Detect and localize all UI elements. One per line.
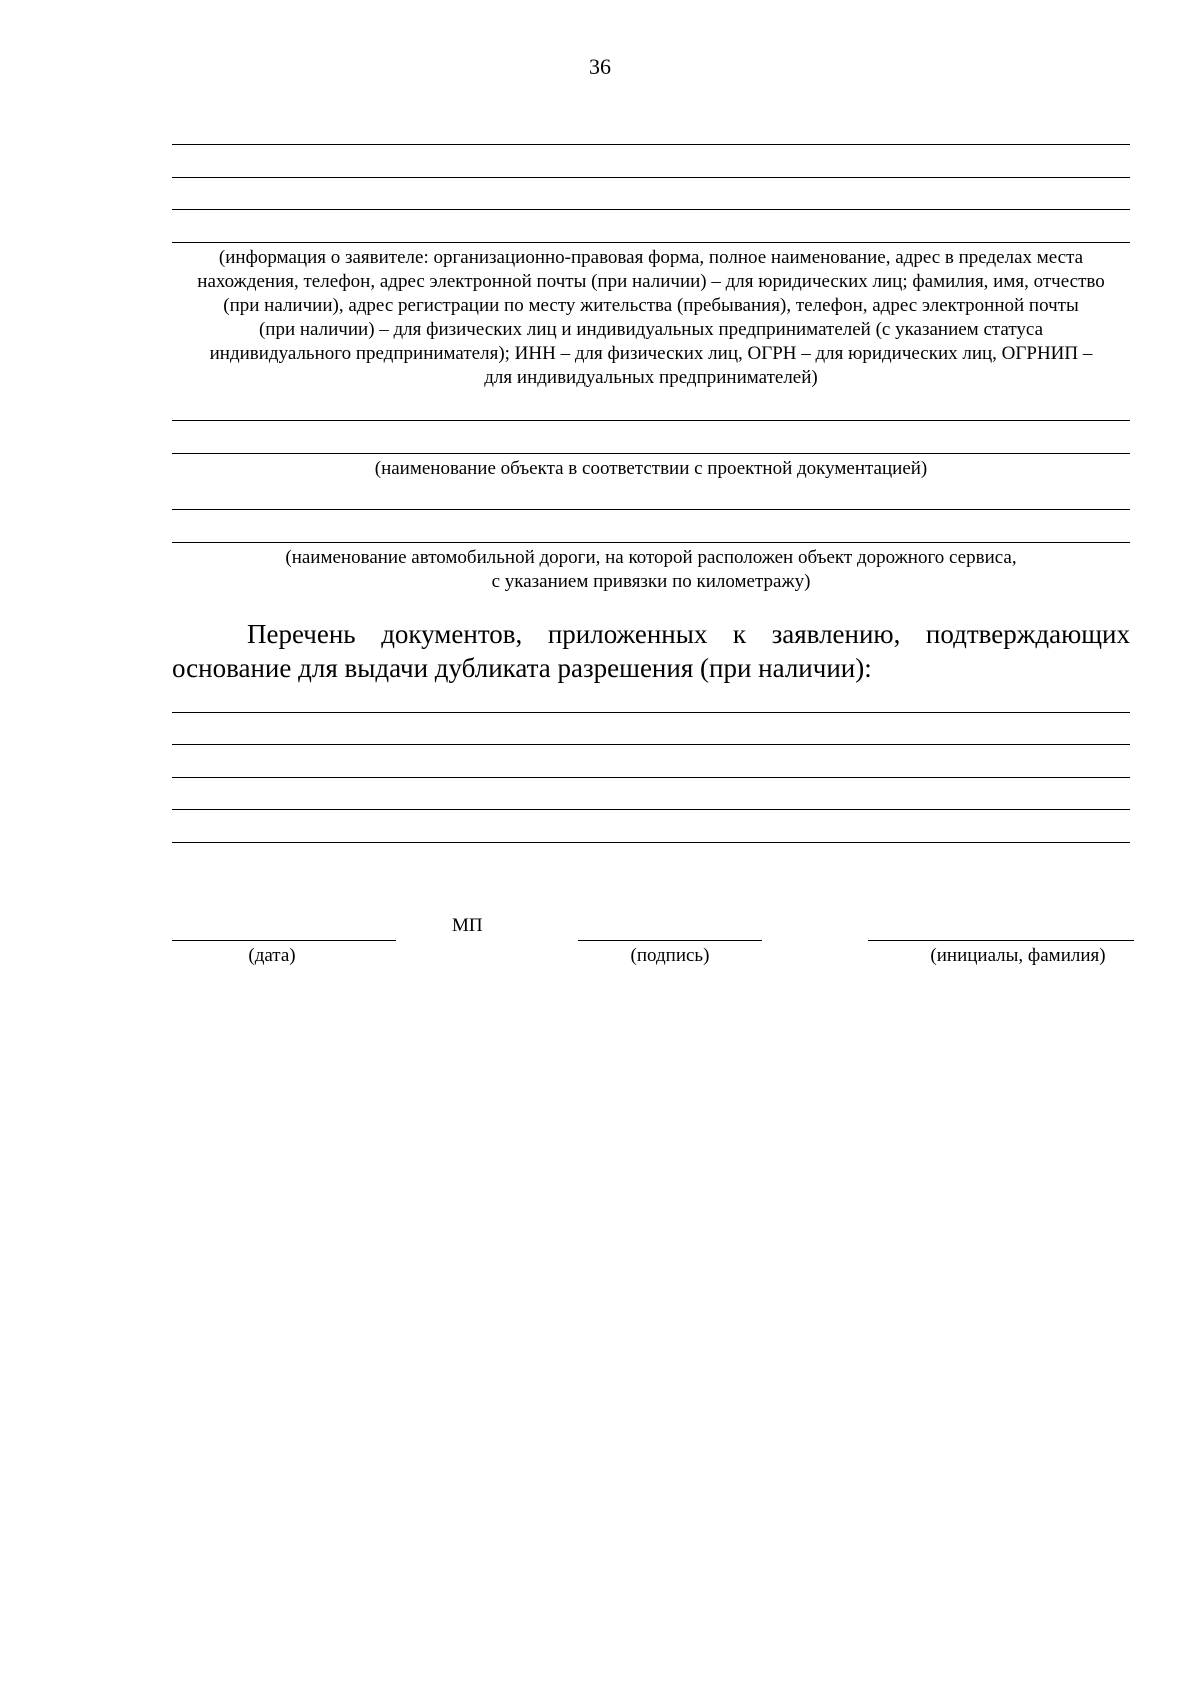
applicant-caption-line: (при наличии) – для физических лиц и индивидуальных предпринимателей (с указанием статуса — [258, 319, 1044, 340]
road-line-1 — [172, 509, 1130, 510]
road-caption-line: с указанием привязки по километражу) — [491, 571, 811, 592]
road-caption — [172, 546, 1130, 594]
signature-label: (подпись) — [630, 945, 710, 966]
date-line — [172, 940, 396, 941]
documents-heading-line-2: основание для выдачи дубликата разрешения (при наличии): — [172, 653, 872, 683]
applicant-line-4 — [172, 242, 1130, 243]
page-number: 36 — [589, 54, 611, 79]
object-caption-text: (наименование объекта в соответствии с проектной документацией) — [374, 458, 928, 479]
object-line-1 — [172, 420, 1130, 421]
documents-heading-line-1: Перечень документов, приложенных к заявлению, подтверждающих — [247, 619, 1130, 649]
applicant-caption — [172, 246, 1130, 390]
documents-heading — [172, 617, 1130, 685]
documents-line-2 — [172, 744, 1130, 745]
documents-line-1 — [172, 712, 1130, 713]
road-line-2 — [172, 542, 1130, 543]
documents-line-4 — [172, 809, 1130, 810]
applicant-caption-line: (при наличии), адрес регистрации по месту жительства (пребывания), телефон, адрес электронной почты — [223, 295, 1079, 316]
applicant-caption-line: нахождения, телефон, адрес электронной почты (при наличии) – для юридических лиц; фамилия, имя, отчество — [197, 271, 1105, 292]
applicant-line-1 — [172, 144, 1130, 145]
road-caption-line: (наименование автомобильной дороги, на которой расположен объект дорожного сервиса, — [285, 547, 1017, 568]
object-caption — [172, 457, 1130, 481]
name-label: (инициалы, фамилия) — [930, 945, 1106, 966]
applicant-caption-line: для индивидуальных предпринимателей) — [484, 367, 818, 388]
documents-line-3 — [172, 777, 1130, 778]
documents-line-5 — [172, 842, 1130, 843]
stamp-label: МП — [452, 915, 483, 936]
date-label: (дата) — [248, 945, 296, 966]
object-line-2 — [172, 453, 1130, 454]
applicant-caption-line: индивидуального предпринимателя); ИНН – для физических лиц, ОГРН – для юридических лиц, ОГРНИП – — [209, 343, 1093, 364]
applicant-line-2 — [172, 177, 1130, 178]
signature-line — [578, 940, 762, 941]
applicant-caption-line: (информация о заявителе: организационно-правовая форма, полное наименование, адрес в пределах места — [218, 247, 1084, 268]
name-line — [868, 940, 1134, 941]
applicant-line-3 — [172, 209, 1130, 210]
